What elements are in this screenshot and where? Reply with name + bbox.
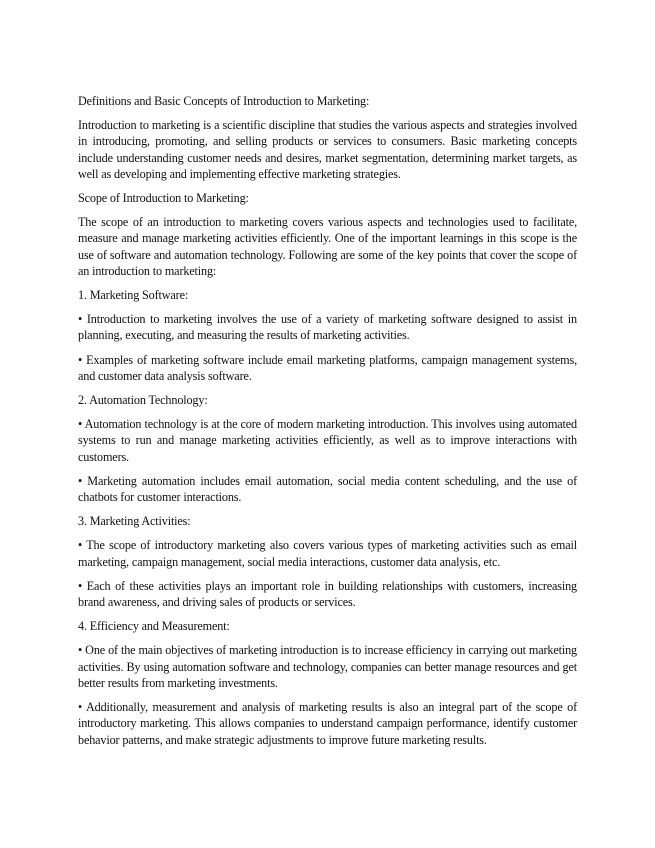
bullet-paragraph: • The scope of introductory marketing also covers various types of marketing activities such as email marketing, campaign management, social media interactions, customer data analysis, etc.: [78, 538, 577, 569]
bullet-paragraph: • Automation technology is at the core of modern marketing introduction. This involves using automated systems to run and manage marketing activities efficiently, as well as to improve interactions with customers.: [78, 417, 577, 464]
document-page: [78, 93, 577, 756]
section-heading-automation-technology: 2. Automation Technology:: [78, 393, 208, 408]
bullet-paragraph: • Examples of marketing software include email marketing platforms, campaign management systems, and customer data analysis software.: [78, 352, 577, 383]
bullet-paragraph: • Each of these activities plays an important role in building relationships with customers, increasing brand awareness, and driving sales of products or services.: [78, 578, 577, 610]
section-heading-marketing-software: 1. Marketing Software:: [78, 288, 189, 303]
section-heading-efficiency-measurement: 4. Efficiency and Measurement:: [78, 619, 230, 634]
bullet-paragraph: • Additionally, measurement and analysis of marketing results is also an integral part of the scope of introductory marketing. This allows companies to understand campaign performance, identify customer behavior patterns, and make strategic adjustments to improve future marketing results.: [78, 700, 577, 747]
scope-paragraph: The scope of an introduction to marketing covers various aspects and technologies used to facilitate, measure and manage marketing activities efficiently. One of the important learnings in this scope is the use of software and automation technology. Following are some of the key points that cover the scope of an introduction to marketing:: [78, 215, 577, 278]
bullet-paragraph: • Introduction to marketing involves the use of a variety of marketing software designed to assist in planning, executing, and measuring the results of marketing activities.: [78, 312, 577, 343]
bullet-paragraph: • Marketing automation includes email automation, social media content scheduling, and the use of chatbots for customer interactions.: [78, 473, 577, 505]
intro-paragraph: Introduction to marketing is a scientific discipline that studies the various aspects and strategies involved in introducing, promoting, and selling products or services to consumers. Basic marketing concepts include understanding customer needs and desires, market segmentation, determining market targets, as well as developing and implementing effective marketing strategies.: [78, 118, 577, 181]
bullet-paragraph: • One of the main objectives of marketing introduction is to increase efficiency in carrying out marketing activities. By using automation software and technology, companies can better manage resources and get better results from marketing investments.: [78, 643, 577, 690]
section-heading-marketing-activities: 3. Marketing Activities:: [78, 514, 191, 529]
scope-heading: Scope of Introduction to Marketing:: [78, 191, 249, 206]
document-title: Definitions and Basic Concepts of Introduction to Marketing:: [78, 94, 370, 108]
